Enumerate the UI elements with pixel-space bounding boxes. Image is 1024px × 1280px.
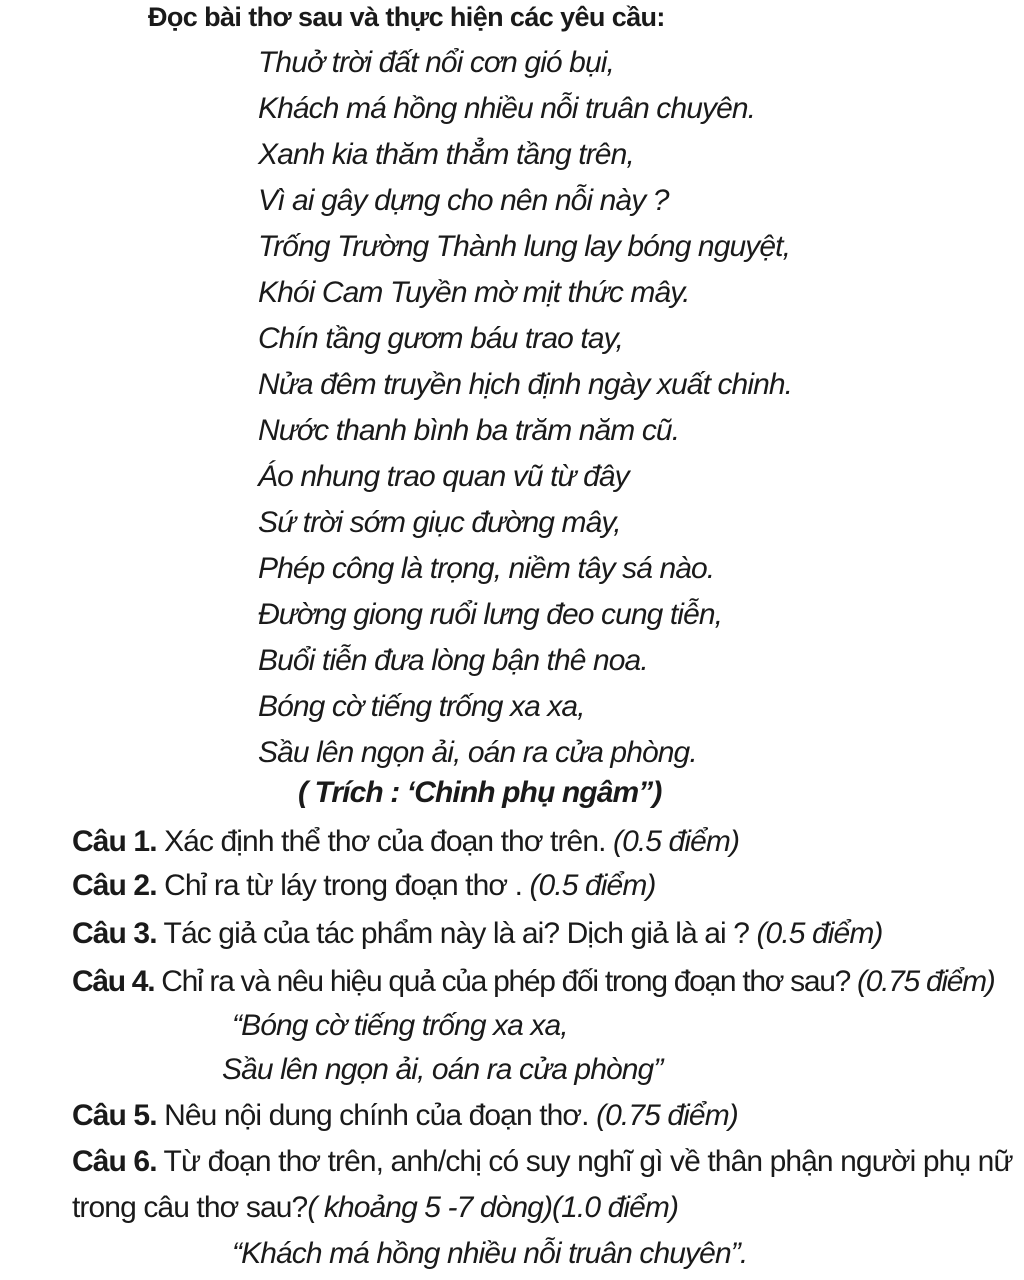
poem-line: Khói Cam Tuyền mờ mịt thức mây. bbox=[258, 276, 690, 309]
question-label: Câu 6. bbox=[72, 1145, 157, 1178]
question-5 bbox=[72, 1096, 738, 1136]
question-4 bbox=[72, 962, 994, 1002]
poem-line: Bóng cờ tiếng trống xa xa, bbox=[258, 690, 585, 723]
question-4-quote-line: Sầu lên ngọn ải, oán ra cửa phòng” bbox=[222, 1053, 663, 1086]
poem-line: Vì ai gây dựng cho nên nỗi này ? bbox=[258, 184, 669, 217]
poem-line: Sứ trời sớm giục đường mây, bbox=[258, 506, 621, 539]
question-text: Từ đoạn thơ trên, anh/chị có suy nghĩ gì về thân phận người phụ nữ bbox=[156, 1145, 1013, 1178]
poem-line: Nửa đêm truyền hịch định ngày xuất chinh. bbox=[258, 368, 793, 401]
poem bbox=[258, 40, 792, 776]
question-text: Nêu nội dung chính của đoạn thơ. bbox=[156, 1099, 597, 1132]
poem-line: Khách má hồng nhiều nỗi truân chuyên. bbox=[258, 92, 756, 125]
poem-line: Trống Trường Thành lung lay bóng nguyệt, bbox=[258, 230, 791, 263]
poem-line: Áo nhung trao quan vũ từ đây bbox=[258, 460, 629, 493]
question-text: Chỉ ra và nêu hiệu quả của phép đối trong đoạn thơ sau? bbox=[154, 965, 858, 998]
question-text: trong câu thơ sau? bbox=[72, 1191, 308, 1224]
instruction-heading: Đọc bài thơ sau và thực hiện các yêu cầu: bbox=[148, 2, 665, 32]
poem-line: Buổi tiễn đưa lòng bận thê noa. bbox=[258, 644, 648, 677]
question-points: (0.5 điểm) bbox=[756, 917, 883, 950]
question-points: ( khoảng 5 -7 dòng)(1.0 điểm) bbox=[307, 1191, 679, 1224]
question-3 bbox=[72, 914, 883, 954]
question-points: (0.75 điểm) bbox=[857, 965, 995, 998]
question-label: Câu 2. bbox=[72, 869, 157, 902]
poem-line: Đường giong ruổi lưng đeo cung tiễn, bbox=[258, 598, 723, 631]
question-label: Câu 1. bbox=[72, 825, 157, 858]
question-6 bbox=[72, 1142, 1013, 1182]
question-text: Xác định thể thơ của đoạn thơ trên. bbox=[156, 825, 613, 858]
question-text: Tác giả của tác phẩm này là ai? Dịch giả là ai ? bbox=[156, 917, 757, 950]
question-6-continued bbox=[72, 1188, 678, 1228]
question-points: (0.5 điểm) bbox=[529, 869, 656, 902]
question-6-quote: “Khách má hồng nhiều nỗi truân chuyên”. bbox=[232, 1237, 748, 1270]
poem-line: Nước thanh bình ba trăm năm cũ. bbox=[258, 414, 680, 447]
question-points: (0.5 điểm) bbox=[613, 825, 740, 858]
poem-line: Xanh kia thăm thẳm tầng trên, bbox=[258, 138, 634, 171]
question-points: (0.75 điểm) bbox=[596, 1099, 738, 1132]
poem-line: Phép công là trọng, niềm tây sá nào. bbox=[258, 552, 715, 585]
question-1 bbox=[72, 822, 739, 862]
question-4-quote-line: “Bóng cờ tiếng trống xa xa, bbox=[232, 1009, 568, 1042]
question-label: Câu 4. bbox=[72, 965, 155, 998]
poem-source: ( Trích : ‘Chinh phụ ngâm”) bbox=[298, 776, 662, 809]
question-2 bbox=[72, 866, 656, 906]
question-label: Câu 5. bbox=[72, 1099, 157, 1132]
poem-line: Chín tầng gươm báu trao tay, bbox=[258, 322, 623, 355]
poem-line: Thuở trời đất nổi cơn gió bụi, bbox=[258, 46, 614, 79]
question-text: Chỉ ra từ láy trong đoạn thơ . bbox=[156, 869, 530, 902]
poem-line: Sầu lên ngọn ải, oán ra cửa phòng. bbox=[258, 736, 697, 769]
question-label: Câu 3. bbox=[72, 917, 157, 950]
